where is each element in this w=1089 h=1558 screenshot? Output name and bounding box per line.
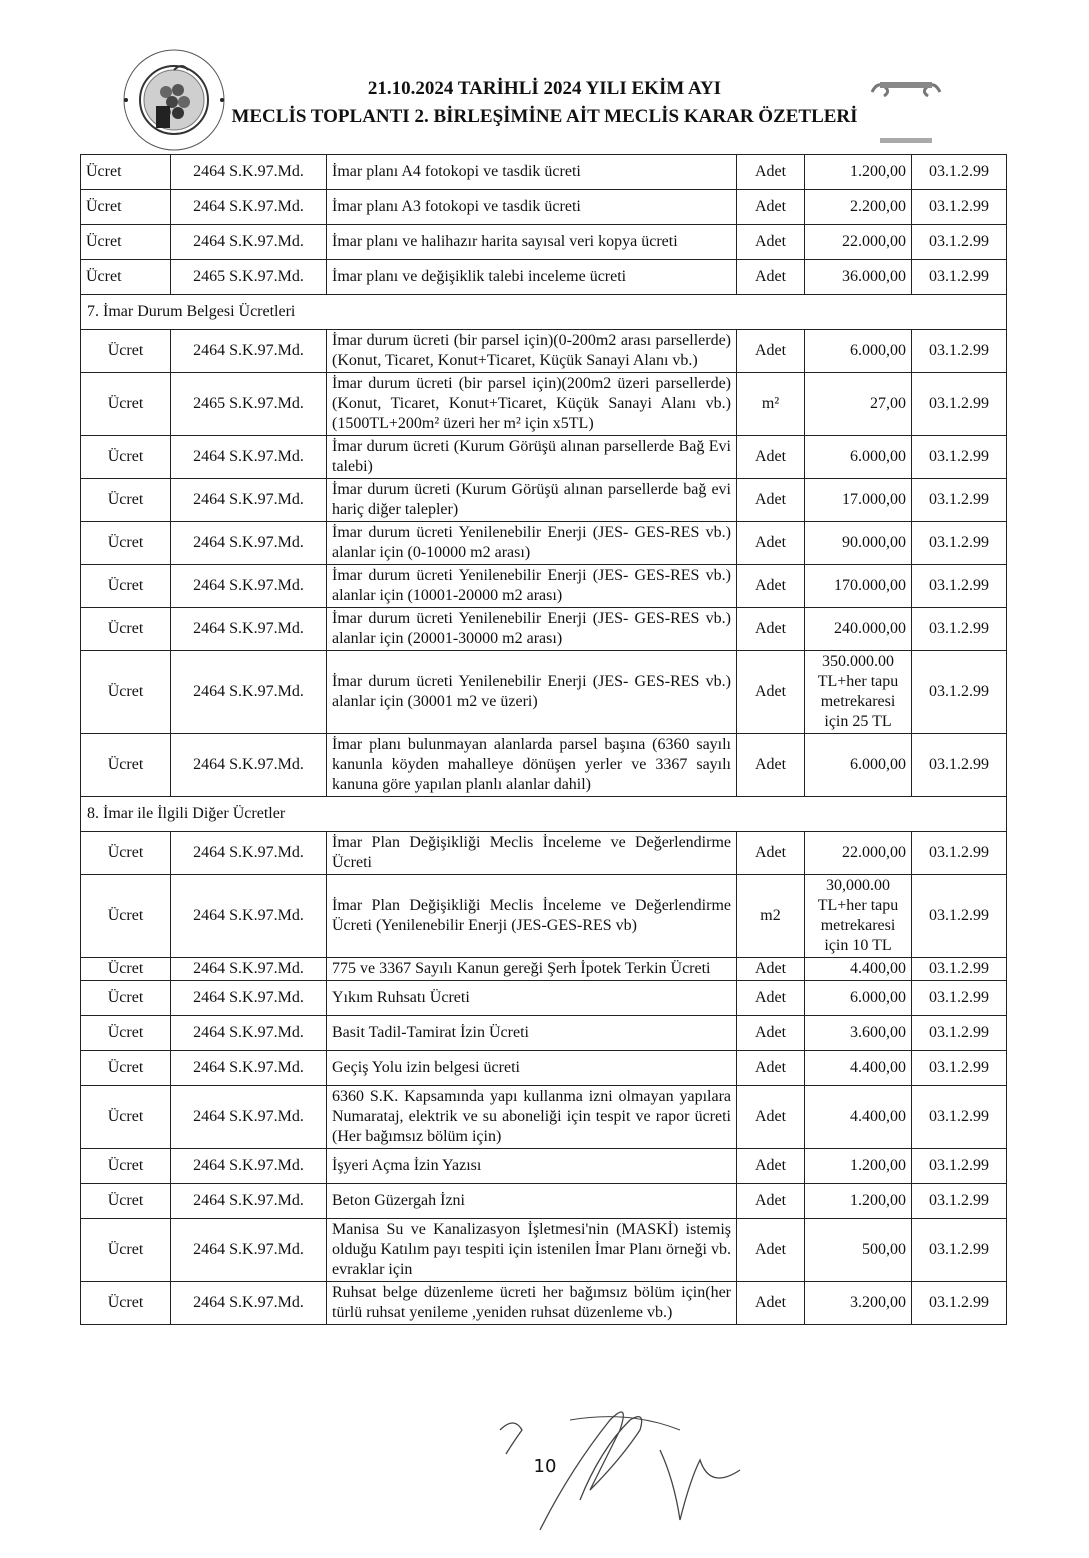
description-cell: İmar planı ve değişiklik talebi inceleme ücreti: [327, 260, 737, 295]
table-row: [81, 373, 1007, 436]
unit-cell: Adet: [737, 1086, 805, 1149]
amount-cell: 4.400,00: [805, 1086, 912, 1149]
table-row: [81, 225, 1007, 260]
budget-code-cell: 03.1.2.99: [912, 1282, 1007, 1325]
table-row: [81, 1149, 1007, 1184]
fee-type-cell: Ücret: [81, 225, 171, 260]
amount-cell: 4.400,00: [805, 958, 912, 981]
unit-cell: Adet: [737, 479, 805, 522]
unit-cell: Adet: [737, 155, 805, 190]
amount-cell: 6.000,00: [805, 734, 912, 797]
table-row: [81, 1016, 1007, 1051]
table-row: [81, 875, 1007, 958]
unit-cell: Adet: [737, 1149, 805, 1184]
municipality-seal-logo: [120, 46, 228, 154]
fee-type-cell: Ücret: [81, 436, 171, 479]
budget-code-cell: 03.1.2.99: [912, 981, 1007, 1016]
fee-type-cell: Ücret: [81, 734, 171, 797]
amount-cell: 3.200,00: [805, 1282, 912, 1325]
description-cell: Beton Güzergah İzni: [327, 1184, 737, 1219]
section-heading-row: [81, 797, 1007, 832]
amount-cell: 1.200,00: [805, 1149, 912, 1184]
fee-type-cell: Ücret: [81, 260, 171, 295]
unit-cell: Adet: [737, 832, 805, 875]
legal-basis-cell: 2464 S.K.97.Md.: [171, 1282, 327, 1325]
budget-code-cell: 03.1.2.99: [912, 875, 1007, 958]
fee-type-cell: Ücret: [81, 958, 171, 981]
budget-code-cell: 03.1.2.99: [912, 734, 1007, 797]
table-row: [81, 1282, 1007, 1325]
budget-code-cell: 03.1.2.99: [912, 1219, 1007, 1282]
legal-basis-cell: 2464 S.K.97.Md.: [171, 832, 327, 875]
budget-code-cell: 03.1.2.99: [912, 373, 1007, 436]
fee-type-cell: Ücret: [81, 330, 171, 373]
unit-cell: Adet: [737, 436, 805, 479]
amount-cell: 1.200,00: [805, 155, 912, 190]
document-title-line-1: 21.10.2024 TARİHLİ 2024 YILI EKİM AYI: [367, 78, 722, 99]
amount-cell: 30,000.00 TL+her tapu metrekaresi için 10 TL: [805, 875, 912, 958]
fee-type-cell: Ücret: [81, 1149, 171, 1184]
budget-code-cell: 03.1.2.99: [912, 1086, 1007, 1149]
unit-cell: Adet: [737, 260, 805, 295]
description-cell: İşyeri Açma İzin Yazısı: [327, 1149, 737, 1184]
table-row: [81, 565, 1007, 608]
description-cell: Manisa Su ve Kanalizasyon İşletmesi'nin (MASKİ) istemiş olduğu Katılım payı tespiti için istenilen İmar Planı örneği vb. evraklar için: [327, 1219, 737, 1282]
legal-basis-cell: 2464 S.K.97.Md.: [171, 875, 327, 958]
amount-cell: 240.000,00: [805, 608, 912, 651]
budget-code-cell: 03.1.2.99: [912, 1016, 1007, 1051]
budget-code-cell: 03.1.2.99: [912, 479, 1007, 522]
legal-basis-cell: 2464 S.K.97.Md.: [171, 651, 327, 734]
fee-type-cell: Ücret: [81, 832, 171, 875]
description-cell: İmar durum ücreti Yenilenebilir Enerji (JES- GES-RES vb.) alanlar için (20001-30000 m2 arası): [327, 608, 737, 651]
amount-cell: 3.600,00: [805, 1016, 912, 1051]
table-row: [81, 155, 1007, 190]
unit-cell: Adet: [737, 1219, 805, 1282]
description-cell: İmar Plan Değişikliği Meclis İnceleme ve Değerlendirme Ücreti (Yenilenebilir Enerji (JES-GES-RES vb): [327, 875, 737, 958]
budget-code-cell: 03.1.2.99: [912, 330, 1007, 373]
legal-basis-cell: 2464 S.K.97.Md.: [171, 479, 327, 522]
amount-cell: 500,00: [805, 1219, 912, 1282]
table-row: [81, 479, 1007, 522]
legal-basis-cell: 2464 S.K.97.Md.: [171, 225, 327, 260]
legal-basis-cell: 2464 S.K.97.Md.: [171, 565, 327, 608]
budget-code-cell: 03.1.2.99: [912, 190, 1007, 225]
unit-cell: Adet: [737, 522, 805, 565]
description-cell: İmar planı bulunmayan alanlarda parsel başına (6360 sayılı kanunla köyden mahalleye dönüşen yerler ve 3367 sayılı kanuna göre yapılan planlı alanlar dahil): [327, 734, 737, 797]
legal-basis-cell: 2464 S.K.97.Md.: [171, 1219, 327, 1282]
section-heading-row: [81, 295, 1007, 330]
page-header: [0, 40, 1089, 152]
legal-basis-cell: 2464 S.K.97.Md.: [171, 330, 327, 373]
amount-cell: 17.000,00: [805, 479, 912, 522]
budget-code-cell: 03.1.2.99: [912, 1051, 1007, 1086]
unit-cell: Adet: [737, 1282, 805, 1325]
description-cell: İmar planı ve halihazır harita sayısal veri kopya ücreti: [327, 225, 737, 260]
legal-basis-cell: 2465 S.K.97.Md.: [171, 373, 327, 436]
fee-type-cell: Ücret: [81, 981, 171, 1016]
table-row: [81, 1219, 1007, 1282]
amount-cell: 1.200,00: [805, 1184, 912, 1219]
unit-cell: Adet: [737, 330, 805, 373]
unit-cell: Adet: [737, 1016, 805, 1051]
fee-type-cell: Ücret: [81, 522, 171, 565]
budget-code-cell: 03.1.2.99: [912, 155, 1007, 190]
amount-cell: 6.000,00: [805, 436, 912, 479]
fee-type-cell: Ücret: [81, 1219, 171, 1282]
section-8-title: 8. İmar ile İlgili Diğer Ücretler: [81, 797, 1007, 832]
document-title-line-2: MECLİS TOPLANTI 2. BİRLEŞİMİNE AİT MECLİS KARAR ÖZETLERİ: [231, 106, 858, 127]
description-cell: İmar durum ücreti (Kurum Görüşü alınan parsellerde Bağ Evi talebi): [327, 436, 737, 479]
legal-basis-cell: 2464 S.K.97.Md.: [171, 436, 327, 479]
budget-code-cell: 03.1.2.99: [912, 436, 1007, 479]
table-row: [81, 190, 1007, 225]
table-row: [81, 832, 1007, 875]
legal-basis-cell: 2464 S.K.97.Md.: [171, 522, 327, 565]
fee-type-cell: Ücret: [81, 1016, 171, 1051]
fee-type-cell: Ücret: [81, 1184, 171, 1219]
budget-code-cell: 03.1.2.99: [912, 522, 1007, 565]
unit-cell: Adet: [737, 734, 805, 797]
table-row: [81, 1184, 1007, 1219]
unit-cell: Adet: [737, 225, 805, 260]
table-row: [81, 608, 1007, 651]
legal-basis-cell: 2464 S.K.97.Md.: [171, 1086, 327, 1149]
table-row: [81, 651, 1007, 734]
legal-basis-cell: 2464 S.K.97.Md.: [171, 734, 327, 797]
fee-type-cell: Ücret: [81, 190, 171, 225]
table-row: [81, 734, 1007, 797]
fee-schedule-table: [80, 154, 1007, 1325]
amount-cell: 6.000,00: [805, 981, 912, 1016]
unit-cell: m²: [737, 373, 805, 436]
legal-basis-cell: 2465 S.K.97.Md.: [171, 260, 327, 295]
budget-code-cell: 03.1.2.99: [912, 958, 1007, 981]
fee-type-cell: Ücret: [81, 565, 171, 608]
budget-code-cell: 03.1.2.99: [912, 565, 1007, 608]
budget-code-cell: 03.1.2.99: [912, 225, 1007, 260]
unit-cell: Adet: [737, 608, 805, 651]
fee-type-cell: Ücret: [81, 373, 171, 436]
table-row: [81, 330, 1007, 373]
amount-cell: 22.000,00: [805, 225, 912, 260]
legal-basis-cell: 2464 S.K.97.Md.: [171, 608, 327, 651]
unit-cell: Adet: [737, 1184, 805, 1219]
section-7-title: 7. İmar Durum Belgesi Ücretleri: [81, 295, 1007, 330]
amount-cell: 2.200,00: [805, 190, 912, 225]
description-cell: İmar Plan Değişikliği Meclis İnceleme ve Değerlendirme Ücreti: [327, 832, 737, 875]
description-cell: İmar durum ücreti (bir parsel için)(0-200m2 arası parsellerde) (Konut, Ticaret, Konut+Ticaret, Küçük Sanayi Alanı vb.): [327, 330, 737, 373]
legal-basis-cell: 2464 S.K.97.Md.: [171, 1184, 327, 1219]
unit-cell: Adet: [737, 190, 805, 225]
amount-cell: 4.400,00: [805, 1051, 912, 1086]
fee-type-cell: Ücret: [81, 479, 171, 522]
fee-type-cell: Ücret: [81, 608, 171, 651]
unit-cell: m2: [737, 875, 805, 958]
description-cell: İmar durum ücreti Yenilenebilir Enerji (JES- GES-RES vb.) alanlar için (0-10000 m2 arası): [327, 522, 737, 565]
fee-type-cell: Ücret: [81, 1282, 171, 1325]
ala-emblem-logo: [866, 74, 946, 146]
budget-code-cell: 03.1.2.99: [912, 832, 1007, 875]
table-row: [81, 958, 1007, 981]
description-cell: Ruhsat belge düzenleme ücreti her bağımsız bölüm için(her türlü ruhsat yenileme ,yeniden ruhsat düzenleme vb.): [327, 1282, 737, 1325]
amount-cell: 6.000,00: [805, 330, 912, 373]
budget-code-cell: 03.1.2.99: [912, 1184, 1007, 1219]
description-cell: Geçiş Yolu izin belgesi ücreti: [327, 1051, 737, 1086]
legal-basis-cell: 2464 S.K.97.Md.: [171, 1016, 327, 1051]
budget-code-cell: 03.1.2.99: [912, 1149, 1007, 1184]
description-cell: Basit Tadil-Tamirat İzin Ücreti: [327, 1016, 737, 1051]
description-cell: 775 ve 3367 Sayılı Kanun gereği Şerh İpotek Terkin Ücreti: [327, 958, 737, 981]
legal-basis-cell: 2464 S.K.97.Md.: [171, 1149, 327, 1184]
description-cell: 6360 S.K. Kapsamında yapı kullanma izni olmayan yapılara Numarataj, elektrik ve su aboneliği için tespit ve rapor ücreti (Her bağımsız bölüm için): [327, 1086, 737, 1149]
description-cell: İmar durum ücreti (bir parsel için)(200m2 üzeri parsellerde) (Konut, Ticaret, Konut+Ticaret, Küçük Sanayi Alanı vb.) (1500TL+200m² üzeri her m² için x5TL): [327, 373, 737, 436]
legal-basis-cell: 2464 S.K.97.Md.: [171, 155, 327, 190]
description-cell: Yıkım Ruhsatı Ücreti: [327, 981, 737, 1016]
unit-cell: Adet: [737, 1051, 805, 1086]
amount-cell: 36.000,00: [805, 260, 912, 295]
table-row: [81, 1086, 1007, 1149]
table-row: [81, 436, 1007, 479]
budget-code-cell: 03.1.2.99: [912, 651, 1007, 734]
unit-cell: Adet: [737, 958, 805, 981]
description-cell: İmar durum ücreti Yenilenebilir Enerji (JES- GES-RES vb.) alanlar için (30001 m2 ve üzeri): [327, 651, 737, 734]
fee-type-cell: Ücret: [81, 1051, 171, 1086]
table-row: [81, 260, 1007, 295]
description-cell: İmar planı A3 fotokopi ve tasdik ücreti: [327, 190, 737, 225]
legal-basis-cell: 2464 S.K.97.Md.: [171, 958, 327, 981]
fee-type-cell: Ücret: [81, 1086, 171, 1149]
table-row: [81, 522, 1007, 565]
page-number: 10: [533, 1456, 557, 1477]
legal-basis-cell: 2464 S.K.97.Md.: [171, 190, 327, 225]
amount-cell: 27,00: [805, 373, 912, 436]
amount-cell: 170.000,00: [805, 565, 912, 608]
budget-code-cell: 03.1.2.99: [912, 608, 1007, 651]
description-cell: İmar planı A4 fotokopi ve tasdik ücreti: [327, 155, 737, 190]
amount-cell: 90.000,00: [805, 522, 912, 565]
unit-cell: Adet: [737, 565, 805, 608]
legal-basis-cell: 2464 S.K.97.Md.: [171, 1051, 327, 1086]
fee-type-cell: Ücret: [81, 155, 171, 190]
amount-cell: 22.000,00: [805, 832, 912, 875]
table-row: [81, 1051, 1007, 1086]
fee-type-cell: Ücret: [81, 875, 171, 958]
unit-cell: Adet: [737, 981, 805, 1016]
amount-cell: 350.000.00 TL+her tapu metrekaresi için 25 TL: [805, 651, 912, 734]
legal-basis-cell: 2464 S.K.97.Md.: [171, 981, 327, 1016]
description-cell: İmar durum ücreti (Kurum Görüşü alınan parsellerde bağ evi hariç diğer talepler): [327, 479, 737, 522]
budget-code-cell: 03.1.2.99: [912, 260, 1007, 295]
fee-type-cell: Ücret: [81, 651, 171, 734]
unit-cell: Adet: [737, 651, 805, 734]
table-row: [81, 981, 1007, 1016]
description-cell: İmar durum ücreti Yenilenebilir Enerji (JES- GES-RES vb.) alanlar için (10001-20000 m2 arası): [327, 565, 737, 608]
